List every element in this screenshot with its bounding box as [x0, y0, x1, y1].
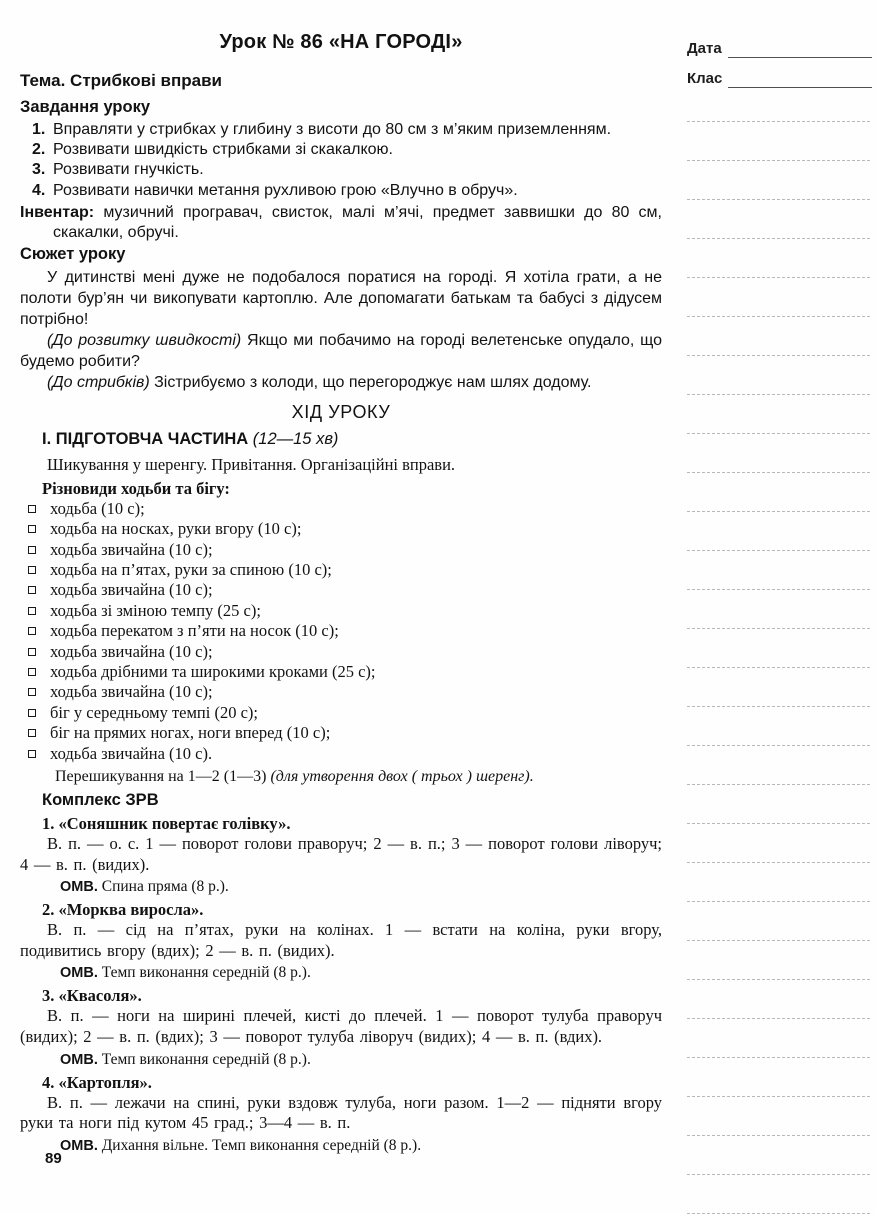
note-line: [687, 668, 870, 707]
square-bullet-icon: [28, 668, 36, 676]
omv-label: ОМВ.: [60, 1137, 98, 1154]
part1-heading-text: І. ПІДГОТОВЧА ЧАСТИНА: [42, 429, 249, 448]
plot-paragraph-italic: (До розвитку швидкості): [47, 331, 242, 349]
square-bullet-icon: [28, 648, 36, 656]
plot-paragraph: [20, 330, 662, 372]
note-line: [687, 200, 870, 239]
note-line: [687, 551, 870, 590]
omv-line: [20, 1050, 662, 1070]
note-line: [687, 239, 870, 278]
exercise-description: В. п. — сід на п’ятах, руки на колінах. 1 — встати на коліна, руки вгору, подивитись вгору (вдих); 2 — в. п. (видих).: [20, 920, 662, 960]
walk-item-text: ходьба звичайна (10 с).: [50, 743, 213, 763]
task-number: 1.: [32, 121, 46, 138]
note-lines: [687, 83, 870, 1214]
plot-paragraph: [20, 372, 662, 393]
walk-item-text: ходьба перекатом з п’яти на носок (10 с);: [50, 621, 339, 641]
walk-item-text: ходьба звичайна (10 с);: [50, 641, 213, 661]
note-line: [687, 434, 870, 473]
reshuffle-text: Перешикування на 1—2 (1—3): [55, 768, 271, 786]
date-write-line: [728, 39, 872, 58]
walk-list: [20, 499, 662, 764]
date-field: [687, 36, 872, 58]
walk-heading: Різновиди ходьби та бігу:: [42, 478, 230, 498]
walk-item: [20, 621, 662, 641]
square-bullet-icon: [28, 586, 36, 594]
task-text: Розвивати швидкість стрибками зі скакалкою.: [53, 141, 393, 159]
walk-item: [20, 601, 662, 621]
task-item: [20, 160, 662, 180]
reshuffle-note: (для утворення двох ( трьох ) шеренг).: [270, 768, 534, 786]
inventory-text: музичний програвач, свисток, малі м’ячі, предмет заввишки до 80 см, скакалки, обручі.: [53, 203, 662, 242]
exercise-title: 4. «Картопля».: [42, 1072, 152, 1092]
plot-paragraph: [20, 267, 662, 330]
note-line: [687, 83, 870, 122]
date-label: Дата: [687, 40, 722, 57]
walk-item-text: ходьба на носках, руки вгору (10 с);: [50, 519, 302, 539]
walk-item-text: ходьба дрібними та широкими кроками (25 с);: [50, 662, 376, 682]
walk-item: [20, 682, 662, 702]
walk-item-text: ходьба зі зміною темпу (25 с);: [50, 600, 261, 620]
square-bullet-icon: [28, 566, 36, 574]
part1-heading: [20, 429, 662, 450]
inventory-line: [20, 203, 662, 244]
omv-text: Спина пряма (8 р.).: [101, 878, 229, 896]
part1-duration: (12—15 хв): [252, 429, 339, 448]
square-bullet-icon: [28, 525, 36, 533]
square-bullet-icon: [28, 688, 36, 696]
exercise-title: 3. «Квасоля».: [42, 986, 142, 1006]
note-line: [687, 746, 870, 785]
task-item: [20, 120, 662, 140]
omv-line: [20, 877, 662, 897]
part1-intro: Шикування у шеренгу. Привітання. Організаційні вправи.: [47, 454, 456, 474]
task-number: 2.: [32, 141, 46, 159]
note-line: [687, 278, 870, 317]
square-bullet-icon: [28, 607, 36, 615]
page-number: 89: [45, 1150, 62, 1167]
note-line: [687, 824, 870, 863]
walk-item-text: біг у середньому темпі (20 с);: [50, 702, 258, 722]
walk-item: [20, 744, 662, 764]
omv-line: [20, 1136, 662, 1156]
walk-item: [20, 642, 662, 662]
task-text: Розвивати гнучкість.: [53, 161, 204, 179]
task-text: Розвивати навички метання рухливою грою «Влучно в обруч».: [53, 181, 518, 199]
note-line: [687, 629, 870, 668]
plot-paragraph-text: У дитинстві мені дуже не подобалося поратися на городі. Я хотіла грати, а не полоти бур’ян чи викопувати картоплю. Але допомагати батькам та бабусі з дідусем потрібно!: [20, 268, 662, 328]
walk-item: [20, 540, 662, 560]
omv-text: Дихання вільне. Темп виконання середній (8 р.).: [101, 1136, 422, 1154]
theme-line: [20, 70, 662, 92]
theme-text: Стрибкові вправи: [70, 71, 223, 90]
walk-item-text: біг на прямих ногах, ноги вперед (10 с);: [50, 723, 331, 743]
note-line: [687, 356, 870, 395]
walk-item-text: ходьба (10 с);: [50, 498, 145, 518]
inventory-label: Інвентар:: [20, 203, 95, 221]
note-line: [687, 941, 870, 980]
note-line: [687, 122, 870, 161]
walk-item: [20, 703, 662, 723]
task-number: 4.: [32, 181, 46, 199]
walk-item: [20, 662, 662, 682]
walk-item: [20, 580, 662, 600]
exercise-title: 1. «Соняшник повертає голівку».: [42, 814, 291, 834]
square-bullet-icon: [28, 709, 36, 717]
exercise-block: [20, 899, 662, 983]
omv-text: Темп виконання середній (8 р.).: [101, 964, 311, 982]
exercise-description: В. п. — ноги на ширині плечей, кисті до плечей. 1 — поворот тулуба праворуч (видих); 2 — в. п. (вдих); 3 — поворот тулуба ліворуч (видих); 4 — в. п. (вдих).: [20, 1006, 662, 1047]
note-line: [687, 863, 870, 902]
note-line: [687, 1136, 870, 1175]
task-item: [20, 140, 662, 160]
walk-item: [20, 499, 662, 519]
square-bullet-icon: [28, 627, 36, 635]
note-line: [687, 395, 870, 434]
course-heading: ХІД УРОКУ: [291, 401, 391, 422]
walk-item-text: ходьба звичайна (10 с);: [50, 580, 213, 600]
omv-text: Темп виконання середній (8 р.).: [101, 1050, 311, 1068]
omv-line: [20, 963, 662, 983]
square-bullet-icon: [28, 505, 36, 513]
plot-paragraph-text: Зістрибуємо з колоди, що перегороджує нам шлях додому.: [149, 373, 592, 391]
note-line: [687, 707, 870, 746]
omv-label: ОМВ.: [60, 1051, 98, 1068]
plot-heading: Сюжет уроку: [20, 244, 126, 263]
exercise-description: В. п. — о. с. 1 — поворот голови праворуч; 2 — в. п.; 3 — поворот голови ліворуч; 4 — в. п. (видих).: [20, 834, 662, 874]
task-item: [20, 181, 662, 201]
omv-label: ОМВ.: [60, 965, 98, 982]
walk-item-text: ходьба звичайна (10 с);: [50, 539, 213, 559]
theme-label: Тема.: [20, 71, 66, 90]
plot-paragraph-text: Якщо ми побачимо на городі велетенське опудало, що будемо робити?: [20, 331, 663, 370]
exercise-block: [20, 813, 662, 897]
note-line: [687, 902, 870, 941]
task-number: 3.: [32, 161, 46, 179]
note-line: [687, 1175, 870, 1214]
square-bullet-icon: [28, 729, 36, 737]
note-line: [687, 512, 870, 551]
note-line: [687, 1097, 870, 1136]
note-line: [687, 980, 870, 1019]
walk-item-text: ходьба звичайна (10 с);: [50, 682, 213, 702]
exercise-block: [20, 985, 662, 1069]
note-line: [687, 161, 870, 200]
square-bullet-icon: [28, 546, 36, 554]
note-line: [687, 785, 870, 824]
tasks-heading: Завдання уроку: [20, 98, 151, 116]
class-label: Клас: [687, 70, 723, 87]
complex-heading: Комплекс ЗРВ: [42, 791, 159, 810]
exercise-block: [20, 1072, 662, 1156]
note-line: [687, 1019, 870, 1058]
exercise-title: 2. «Морква виросла».: [42, 900, 204, 920]
plot-paragraph-italic: (До стрибків): [47, 373, 150, 391]
omv-label: ОМВ.: [60, 879, 98, 896]
task-text: Вправляти у стрибках у глибину з висоти до 80 см з м’яким приземленням.: [53, 121, 612, 138]
walk-item: [20, 519, 662, 539]
note-line: [687, 473, 870, 512]
reshuffle-line: [20, 766, 662, 787]
square-bullet-icon: [28, 750, 36, 758]
note-line: [687, 317, 870, 356]
walk-item: [20, 560, 662, 580]
note-line: [687, 590, 870, 629]
note-line: [687, 1058, 870, 1097]
walk-item: [20, 723, 662, 743]
lesson-title: Урок № 86 «НА ГОРОДІ»: [219, 31, 463, 53]
walk-item-text: ходьба на п’ятах, руки за спиною (10 с);: [50, 560, 332, 580]
exercise-description: В. п. — лежачи на спині, руки вздовж тулуба, ноги разом. 1—2 — підняти вгору руки та ноги під кутом 45 град.; 3—4 — в. п.: [20, 1092, 662, 1133]
lesson-content-column: [20, 30, 662, 1156]
